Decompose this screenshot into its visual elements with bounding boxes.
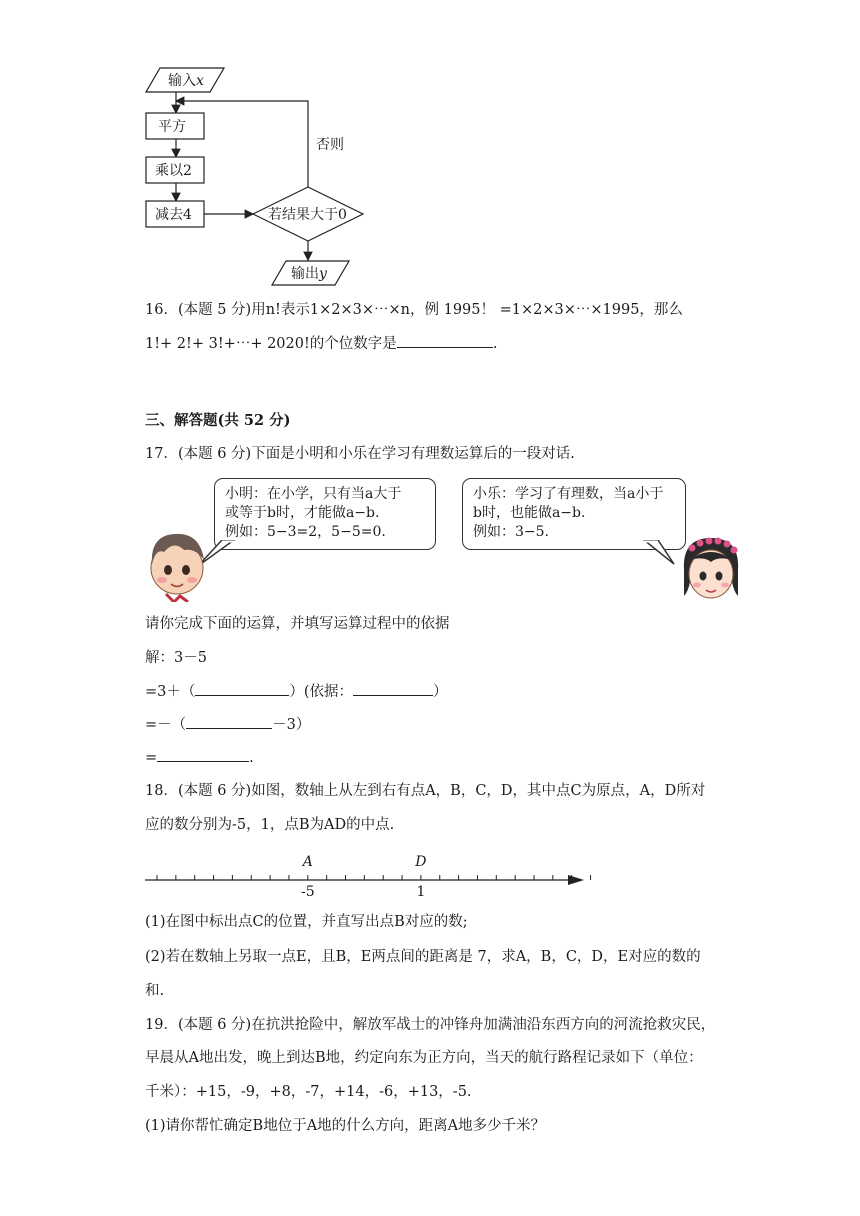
q18-part2-line1: (2)若在数轴上另取一点E，且B，E两点间的距离是 7，求A，B，C，D，E对应的数的 bbox=[145, 949, 701, 965]
reason-blank[interactable] bbox=[353, 681, 433, 696]
answer-blank[interactable] bbox=[186, 714, 272, 729]
q19-line3: 千米）：+15，-9，+8，-7，+14，-6，+13，-5. bbox=[145, 1084, 472, 1100]
section-title: 三、解答题(共 52 分) bbox=[145, 412, 291, 429]
flowchart bbox=[0, 0, 420, 295]
svg-text:若结果大于0: 若结果大于0 bbox=[268, 207, 347, 223]
q18-part1: (1)在图中标出点C的位置，并直写出点B对应的数; bbox=[145, 914, 468, 930]
boy-illustration bbox=[144, 526, 210, 602]
answer-blank[interactable] bbox=[397, 333, 493, 348]
answer-blank[interactable] bbox=[157, 747, 249, 762]
q17-intro: 17．(本题 6 分)下面是小明和小乐在学习有理数运算后的一段对话. bbox=[145, 446, 575, 462]
q19-line1: 19．(本题 6 分)在抗洪抢险中，解放军战士的冲锋舟加满油沿东西方向的河流抢救灾民， bbox=[145, 1017, 716, 1033]
q16-line1: 16．(本题 5 分)用n!表示1×2×3×⋯×n，例 1995！ =1×2×3×⋯×1995，那么 bbox=[145, 302, 683, 318]
q18-line1: 18．(本题 6 分)如图，数轴上从左到右有点A，B，C，D，其中点C为原点，A，D所对 bbox=[145, 783, 706, 799]
q16-line2: 1!+ 2!+ 3!+⋯+ 2020!的个位数字是 . bbox=[145, 333, 497, 354]
q19-part1: (1)请你帮忙确定B地位于A地的什么方向，距离A地多少千米？ bbox=[145, 1118, 546, 1134]
svg-text:否则: 否则 bbox=[316, 137, 344, 153]
q17-step1: =3＋（ ）(依据： ） bbox=[145, 681, 448, 702]
svg-text:减去4: 减去4 bbox=[155, 207, 192, 223]
point-value-d: 1 bbox=[416, 884, 426, 898]
girl-illustration bbox=[678, 534, 744, 606]
q17-step2: =－（ －3） bbox=[145, 714, 310, 735]
flowchart-output-text: 输出y bbox=[291, 266, 327, 282]
q17-instruction: 请你完成下面的运算，并填写运算过程中的依据 bbox=[145, 616, 450, 632]
q17-step0: 解：3－5 bbox=[145, 650, 207, 666]
speech-bubble-right: 小乐：学习了有理数，当a小于 b时，也能做a−b. 例如：3−5. bbox=[462, 478, 686, 550]
flowchart-input-text: 输入x bbox=[168, 73, 204, 89]
q18-part2-line2: 和. bbox=[145, 983, 165, 999]
q18-line2: 应的数分别为-5，1，点B为AD的中点. bbox=[145, 817, 395, 833]
q19-line2: 早晨从A地出发，晚上到达B地，约定向东为正方向，当天的航行路程记录如下（单位： bbox=[145, 1050, 703, 1066]
point-label-d: D bbox=[415, 854, 427, 870]
number-line bbox=[0, 848, 600, 898]
speech-bubble-left: 小明：在小学，只有当a大于 或等于b时，才能做a−b. 例如：5−3=2，5−5=0. bbox=[214, 478, 436, 550]
q17-step3: = . bbox=[145, 747, 254, 768]
svg-text:乘以2: 乘以2 bbox=[155, 163, 192, 179]
answer-blank[interactable] bbox=[195, 681, 289, 696]
point-value-a: -5 bbox=[300, 884, 315, 898]
svg-text:平方: 平方 bbox=[158, 119, 186, 135]
bubble-tail-right bbox=[640, 540, 680, 570]
point-label-a: A bbox=[302, 854, 313, 870]
